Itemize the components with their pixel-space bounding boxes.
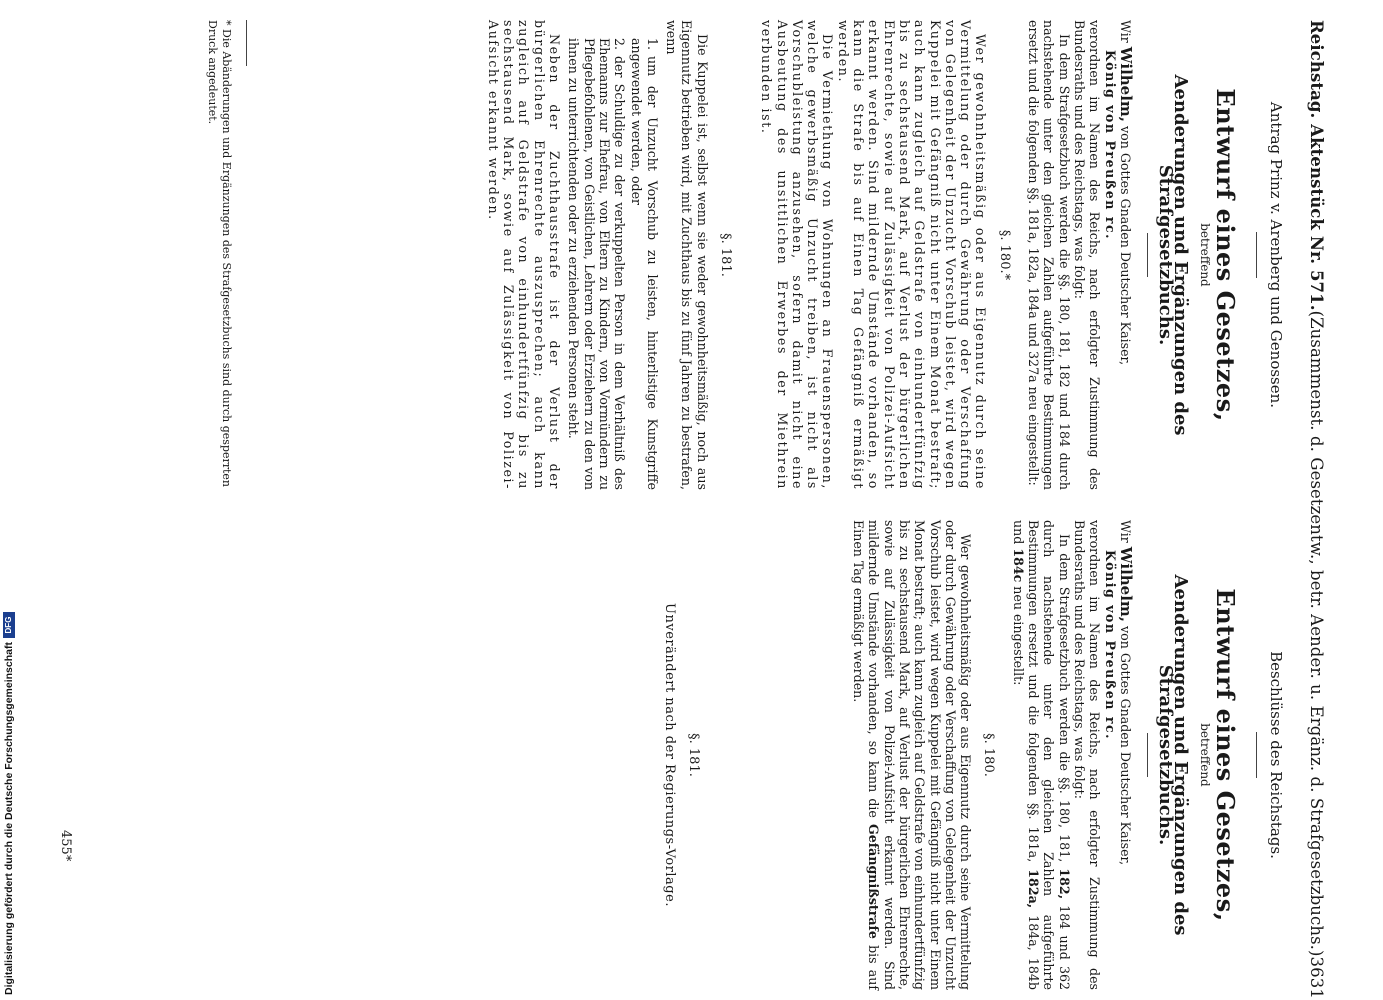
- right-law-subject: Aenderungen und Ergänzungen des Strafgesetzbuchs.: [1155, 574, 1192, 936]
- right-section-180-heading: §. 180.: [981, 733, 997, 777]
- right-intro-text-1: In dem Strafgesetzbuch werden die §§. 180, 181,: [1056, 534, 1072, 863]
- left-intro-wir: Wir: [1117, 20, 1133, 43]
- left-intro-title: von Gottes Gnaden Deutscher Kaiser,: [1117, 126, 1133, 366]
- footnote-rule: [246, 20, 247, 66]
- right-intro-text-2: 184 und 362 durch nachstehende unter den gleichen Zahlen aufgeführte Bestimmungen ersetzt und die folgenden §§. 181a,: [1026, 520, 1072, 990]
- left-section-180-heading: §. 180.*: [996, 229, 1012, 281]
- right-column: [662, 520, 1240, 990]
- right-section-181-unchanged: Unverändert nach der Regierungs-Vorlage.: [662, 603, 678, 907]
- left-intro-koenig: König von Preußen rc.: [1102, 50, 1118, 241]
- list-item: [566, 38, 627, 490]
- right-section-180-text-1: Wer gewohnheitsmäßig oder aus Eigennutz durch seine Vermittelung oder durch Gewährung oder Verschaffung von Gelegenheit der Unzucht Vorschub leistet, wird wegen Kuppelei mit Gefängniß nicht unter Einem Monat bestraft; auch kann zugleich auf Geldstrafe von einhundertfünfzig bis zu sechstausend Mark, auf Verlust der bürgerlichen Ehrenrechte, sowie auf Zulässigkeit von Polizei-Aufsicht erkannt werden. Sind mildernde Umstände vorhanden, so kann die: [866, 520, 974, 990]
- running-header: [1307, 20, 1326, 999]
- right-betreffend: betreffend: [1197, 723, 1212, 787]
- right-intro-paragraph: [1010, 520, 1071, 990]
- right-intro: [1072, 520, 1133, 990]
- header-document-number: Reichstag. Aktenstück Nr. 571.: [1307, 20, 1326, 311]
- left-caption-rule: [1256, 232, 1257, 278]
- right-law-title: Entwurf eines Gesetzes,: [1211, 588, 1240, 922]
- list-item-text: der Schuldige zu der verkuppelten Person in dem Verhältniß des Ehemanns zur Ehefrau, von Eltern zu Kindern, von Vormündern zu Pflegebefohlenen, von Geistlichen, Lehrern oder Erziehern zu den von ihnen zu unterrichtenden oder zu erziehenden Personen steht.: [566, 38, 628, 490]
- left-section-180-para-2: Die Vermiethung von Wohnungen an Frauenspersonen, welche gewerbsmäßig Unzucht treiben, ist nicht als Vorschubleistung anzusehen, sofern damit nicht eine Ausbeutung des unsittlichen Erwerbes der Miethrein verbunden ist.: [759, 20, 836, 490]
- left-section-181-para-1: Die Kuppelei ist, selbst wenn sie weder gewohnheitsmäßig, noch aus Eigennutz betrieben wird, mit Zuchthaus bis zu fünf Jahren zu bestrafen, wenn: [664, 20, 710, 490]
- right-intro-verordnen: verordnen im Namen des Reichs, nach erfolgter Zustimmung des Bundesraths und des Reichstags, was folgt:: [1071, 520, 1103, 990]
- left-intro: [1072, 20, 1133, 490]
- right-subject-rule: [1147, 733, 1148, 777]
- left-betreffend: betreffend: [1197, 223, 1212, 287]
- left-intro-name: Wilhelm,: [1116, 46, 1135, 123]
- left-column-caption: Antrag Prinz v. Arenberg und Genossen.: [1267, 101, 1285, 409]
- right-column-caption: Beschlüsse des Reichstags.: [1267, 651, 1285, 859]
- dfg-logo-icon: DFG: [3, 612, 15, 638]
- right-section-180-text-2: bis auf Einen Tag ermäßigt werden.: [851, 520, 882, 990]
- right-intro-wir: Wir: [1117, 520, 1133, 543]
- page-footer-number: 455*: [58, 830, 73, 862]
- dfg-note-text: Digitalisierung gefördert durch die Deutsche Forschungsgemeinschaft: [3, 642, 15, 995]
- list-item: [629, 38, 660, 490]
- left-column: [485, 20, 1240, 490]
- list-item-number: 1.: [644, 38, 660, 51]
- right-intro-bold-1: 182,: [1056, 868, 1072, 900]
- right-intro-bold-3: 184c: [1010, 548, 1026, 583]
- left-section-181-list: [566, 38, 660, 490]
- right-intro-name: Wilhelm,: [1116, 546, 1135, 623]
- left-intro-verordnen: verordnen im Namen des Reichs, nach erfolgter Zustimmung des Bundesraths und des Reichstags, was folgt:: [1071, 20, 1103, 490]
- list-item-number: 2.: [612, 38, 628, 51]
- right-intro-bold-2: 182a,: [1026, 869, 1042, 909]
- left-intro-paragraph: In dem Strafgesetzbuch werden die §§. 180, 181, 182 und 184 durch nachstehende unter den gleichen Zahlen aufgeführte Bestimmungen ersetzt und die folgenden §§. 181a, 182a, 184a und 327a neu eingestellt:: [1026, 20, 1072, 490]
- right-section-180-para: [851, 520, 973, 990]
- header-page-number: 3631: [1307, 956, 1326, 999]
- header-subject: (Zusammenst. d. Gesetzentw., betr. Aender. u. Ergänz. d. Strafgesetzbuchs.): [1307, 310, 1326, 957]
- right-intro-title: von Gottes Gnaden Deutscher Kaiser,: [1117, 626, 1133, 866]
- right-section-181-heading: §. 181.: [685, 733, 701, 777]
- left-law-title: Entwurf eines Gesetzes,: [1211, 88, 1240, 422]
- right-intro-text-3: 184a, 184b und: [1010, 520, 1042, 990]
- left-subject-rule: [1147, 233, 1148, 277]
- right-caption-rule: [1256, 732, 1257, 778]
- right-intro-text-4: neu eingestellt:: [1010, 586, 1026, 686]
- right-intro-koenig: König von Preußen rc.: [1102, 550, 1118, 741]
- left-section-180-para-1: Wer gewohnheitsmäßig oder aus Eigennutz durch seine Vermittelung oder durch Gewährung oder Verschaffung von Gelegenheit der Unzucht Vorschub leistet, wird wegen Kuppelei mit Gefängniß nicht unter Einem Monat bestraft; auch kann zugleich auf Geldstrafe von einhundertfünfzig bis zu sechstausend Mark, auf Verlust der bürgerlichen Ehrenrechte, sowie auf Zulässigkeit von Polizei-Aufsicht erkannt werden. Sind mildernde Umstände vorhanden, so kann die Strafe bis auf Einen Tag Gefängniß ermäßigt werden.: [835, 20, 989, 490]
- list-item-text: um der Unzucht Vorschub zu leisten, hinterlistige Kunstgriffe angewendet werden, oder: [629, 38, 660, 490]
- left-law-subject: Aenderungen und Ergänzungen des Strafgesetzbuchs.: [1155, 74, 1192, 436]
- footnote: * Die Abänderungen und Ergänzungen des Strafgesetzbuchs sind durch gesperrten Druck angedeutet.: [206, 20, 233, 488]
- left-section-181-heading: §. 181.: [717, 233, 733, 277]
- left-section-181-para-2: Neben der Zuchthausstrafe ist der Verlust der bürgerlichen Ehrenrechte auszusprechen; auch kann zugleich auf Geldstrafe von einhundertfünfzig bis zu sechstausend Mark, sowie auf Zulässigkeit von Polizei-Aufsicht erkannt werden.: [485, 20, 563, 490]
- right-section-180-bold: Gefängnißstrafe: [866, 824, 882, 939]
- dfg-funding-note: [3, 612, 15, 995]
